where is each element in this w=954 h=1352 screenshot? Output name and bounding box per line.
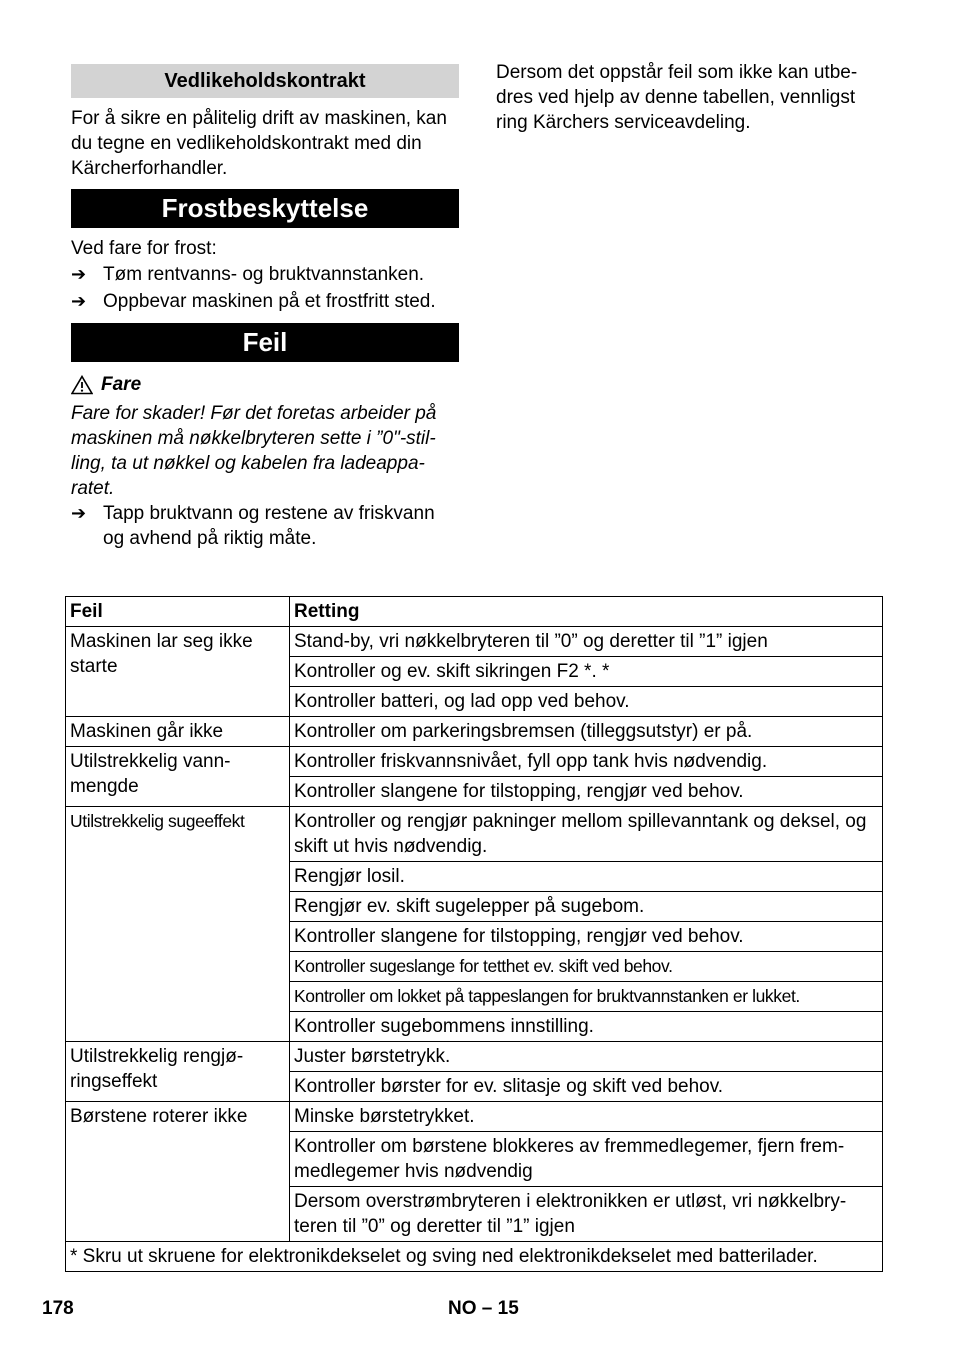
table-row <box>66 807 883 862</box>
fault-step-text: Tapp bruktvann og restene av friskvann og avhend på riktig måte. <box>103 503 435 549</box>
table-row <box>66 1102 883 1132</box>
fault-step <box>71 501 459 551</box>
table-footnote-row <box>66 1242 883 1272</box>
contract-text: For å sikre en pålitelig drift av maskinen, kan du tegne en vedlikeholdskontrakt med din Kärcherforhandler. <box>71 108 447 179</box>
warning-title <box>71 372 459 397</box>
remedy-cell: Kontroller sugebommens innstilling. <box>290 1012 883 1042</box>
remedy-cell: Minske børstetrykket. <box>290 1102 883 1132</box>
column-header-fault: Feil <box>66 597 290 627</box>
table-row <box>66 717 883 747</box>
warning-triangle-icon <box>71 375 93 395</box>
fault-cell: Maskinen lar seg ikke starte <box>66 627 290 717</box>
fault-cell: Utilstrekkelig vann-mengde <box>66 747 290 807</box>
remedy-cell: Kontroller og rengjør pakninger mellom spillevanntank og deksel, og skift ut hvis nødvendig. <box>290 807 883 862</box>
service-note: Dersom det oppstår feil som ikke kan utbe-dres ved hjelp av denne tabellen, vennligst ring Kärchers serviceavdeling. <box>496 62 858 133</box>
table-footnote: * Skru ut skruene for elektronikdekselet og sving ned elektronikdekselet med batterilader. <box>66 1242 883 1272</box>
fault-cell: Børstene roterer ikke <box>66 1102 290 1242</box>
remedy-cell: Kontroller om børstene blokkeres av fremmedlegemer, fjern frem-medlegemer hvis nødvendig <box>290 1132 883 1187</box>
fault-table <box>65 596 883 1272</box>
arrow-right-icon: ➔ <box>71 264 87 284</box>
remedy-cell: Kontroller om lokket på tappeslangen for bruktvannstanken er lukket. <box>290 982 883 1012</box>
left-column <box>71 60 459 551</box>
fault-cell: Maskinen går ikke <box>66 717 290 747</box>
warning-text: Fare for skader! Før det foretas arbeider på maskinen må nøkkelbryteren sette i ”0"-stil-ling, ta ut nøkkel og kabelen fra ladeappa-ratet. <box>71 403 437 499</box>
remedy-cell: Kontroller om parkeringsbremsen (tilleggsutstyr) er på. <box>290 717 883 747</box>
fault-cell: Utilstrekkelig rengjø-ringseffekt <box>66 1042 290 1102</box>
remedy-cell: Juster børstetrykk. <box>290 1042 883 1072</box>
remedy-cell: Kontroller og ev. skift sikringen F2 *. * <box>290 657 883 687</box>
frost-step-text: Oppbevar maskinen på et frostfritt sted. <box>103 291 436 312</box>
arrow-right-icon: ➔ <box>71 291 87 311</box>
table-row <box>66 1042 883 1072</box>
fault-heading: Feil <box>71 323 459 362</box>
arrow-right-icon: ➔ <box>71 503 87 523</box>
remedy-cell: Rengjør losil. <box>290 862 883 892</box>
remedy-cell: Kontroller børster for ev. slitasje og skift ved behov. <box>290 1072 883 1102</box>
frost-step <box>71 262 459 287</box>
column-header-remedy: Retting <box>290 597 883 627</box>
remedy-cell: Dersom overstrømbryteren i elektronikken er utløst, vri nøkkelbry-teren til ”0” og deretter til ”1” igjen <box>290 1187 883 1242</box>
remedy-cell: Rengjør ev. skift sugelepper på sugebom. <box>290 892 883 922</box>
table-header-row <box>66 597 883 627</box>
frost-heading: Frostbeskyttelse <box>71 189 459 228</box>
page-number: 178 <box>42 1298 74 1319</box>
remedy-cell: Kontroller slangene for tilstopping, rengjør ved behov. <box>290 777 883 807</box>
right-column <box>496 60 888 135</box>
frost-step <box>71 289 459 314</box>
frost-step-text: Tøm rentvanns- og bruktvannstanken. <box>103 264 425 285</box>
table-row <box>66 747 883 777</box>
contract-heading: Vedlikeholdskontrakt <box>71 64 459 98</box>
remedy-cell: Kontroller batteri, og lad opp ved behov. <box>290 687 883 717</box>
table-row <box>66 627 883 657</box>
remedy-cell: Stand-by, vri nøkkelbryteren til ”0” og deretter til ”1” igjen <box>290 627 883 657</box>
fault-cell: Utilstrekkelig sugeeffekt <box>66 807 290 1042</box>
remedy-cell: Kontroller friskvannsnivået, fyll opp tank hvis nødvendig. <box>290 747 883 777</box>
warning-title-text: Fare <box>101 374 142 395</box>
language-page-label: NO – 15 <box>448 1298 519 1319</box>
remedy-cell: Kontroller sugeslange for tetthet ev. skift ved behov. <box>290 952 883 982</box>
remedy-cell: Kontroller slangene for tilstopping, rengjør ved behov. <box>290 922 883 952</box>
frost-intro: Ved fare for frost: <box>71 238 217 259</box>
